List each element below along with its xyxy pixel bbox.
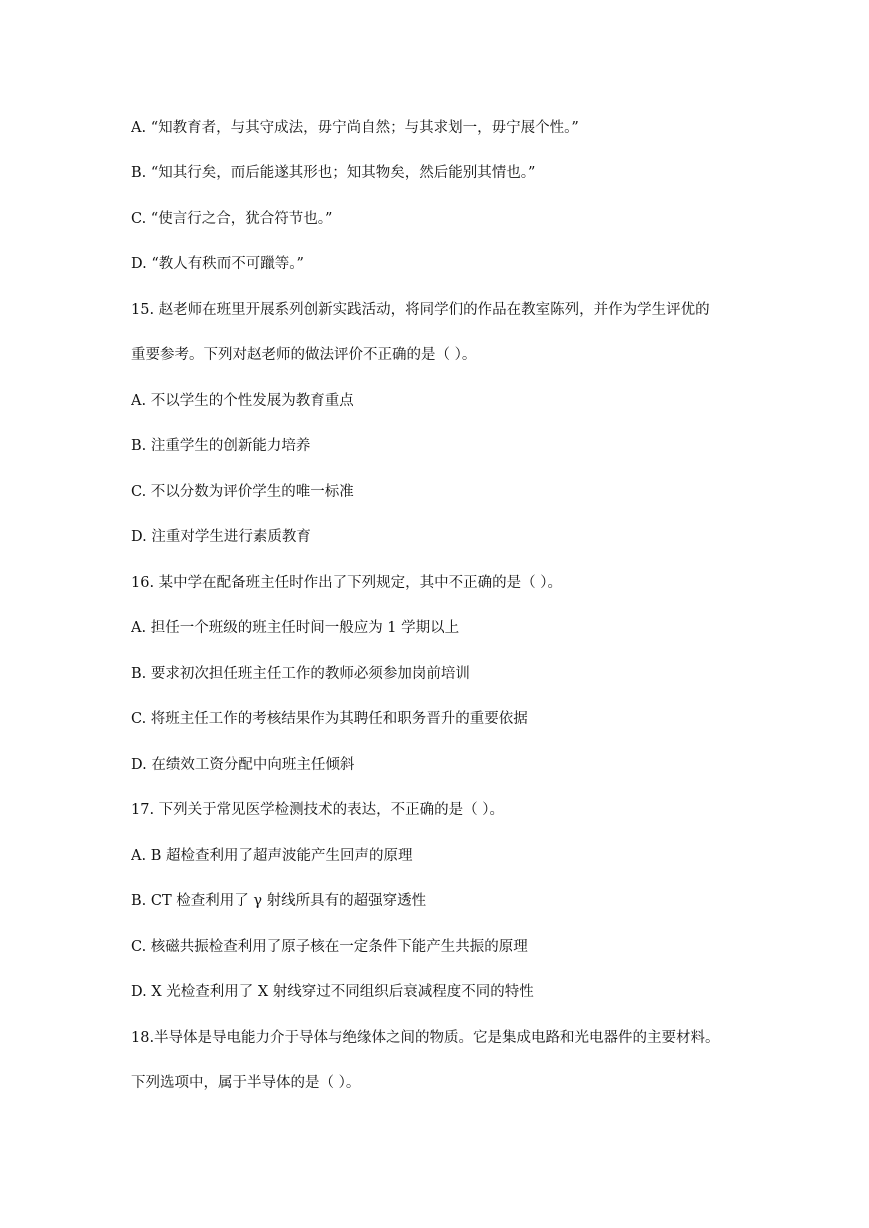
q15-stem-line2: 重要参考。下列对赵老师的做法评价不正确的是（ ）。 xyxy=(131,347,477,363)
q16-option-b: B. 要求初次担任班主任工作的教师必须参加岗前培训 xyxy=(131,666,470,682)
q16-stem: 16. 某中学在配备班主任时作出了下列规定，其中不正确的是（ ）。 xyxy=(131,575,563,591)
q15-option-c: C. 不以分数为评价学生的唯一标准 xyxy=(131,484,354,500)
q17-option-a: A. B 超检查利用了超声波能产生回声的原理 xyxy=(131,848,413,864)
q15-option-b: B. 注重学生的创新能力培养 xyxy=(131,438,311,454)
q14-option-d: D. “教人有秩而不可躐等。” xyxy=(131,256,304,272)
q14-option-b: B. “知其行矣，而后能遂其形也；知其物矣，然后能别其情也。” xyxy=(131,165,536,181)
q16-option-c: C. 将班主任工作的考核结果作为其聘任和职务晋升的重要依据 xyxy=(131,711,528,727)
q17-option-c: C. 核磁共振检查利用了原子核在一定条件下能产生共振的原理 xyxy=(131,939,528,955)
q16-option-d: D. 在绩效工资分配中向班主任倾斜 xyxy=(131,757,355,773)
q14-option-a: A. “知教育者，与其守成法，毋宁尚自然；与其求划一，毋宁展个性。” xyxy=(131,120,579,136)
q18-stem-line1: 18.半导体是导电能力介于导体与绝缘体之间的物质。它是集成电路和光电器件的主要材料。 xyxy=(131,1030,720,1046)
q17-option-d: D. X 光检查利用了 X 射线穿过不同组织后衰减程度不同的特性 xyxy=(131,984,534,1000)
q16-option-a: A. 担任一个班级的班主任时间一般应为 1 学期以上 xyxy=(131,620,460,636)
q15-option-d: D. 注重对学生进行素质教育 xyxy=(131,529,311,545)
q17-stem: 17. 下列关于常见医学检测技术的表达，不正确的是（ ）。 xyxy=(131,802,505,818)
q15-stem-line1: 15. 赵老师在班里开展系列创新实践活动，将同学们的作品在教室陈列，并作为学生评优的 xyxy=(131,302,710,318)
q18-stem-line2: 下列选项中，属于半导体的是（ ）。 xyxy=(131,1075,361,1091)
q14-option-c: C. “使言行之合，犹合符节也。” xyxy=(131,211,333,227)
q15-option-a: A. 不以学生的个性发展为教育重点 xyxy=(131,393,354,409)
q17-option-b: B. CT 检查利用了 γ 射线所具有的超强穿透性 xyxy=(131,893,427,909)
